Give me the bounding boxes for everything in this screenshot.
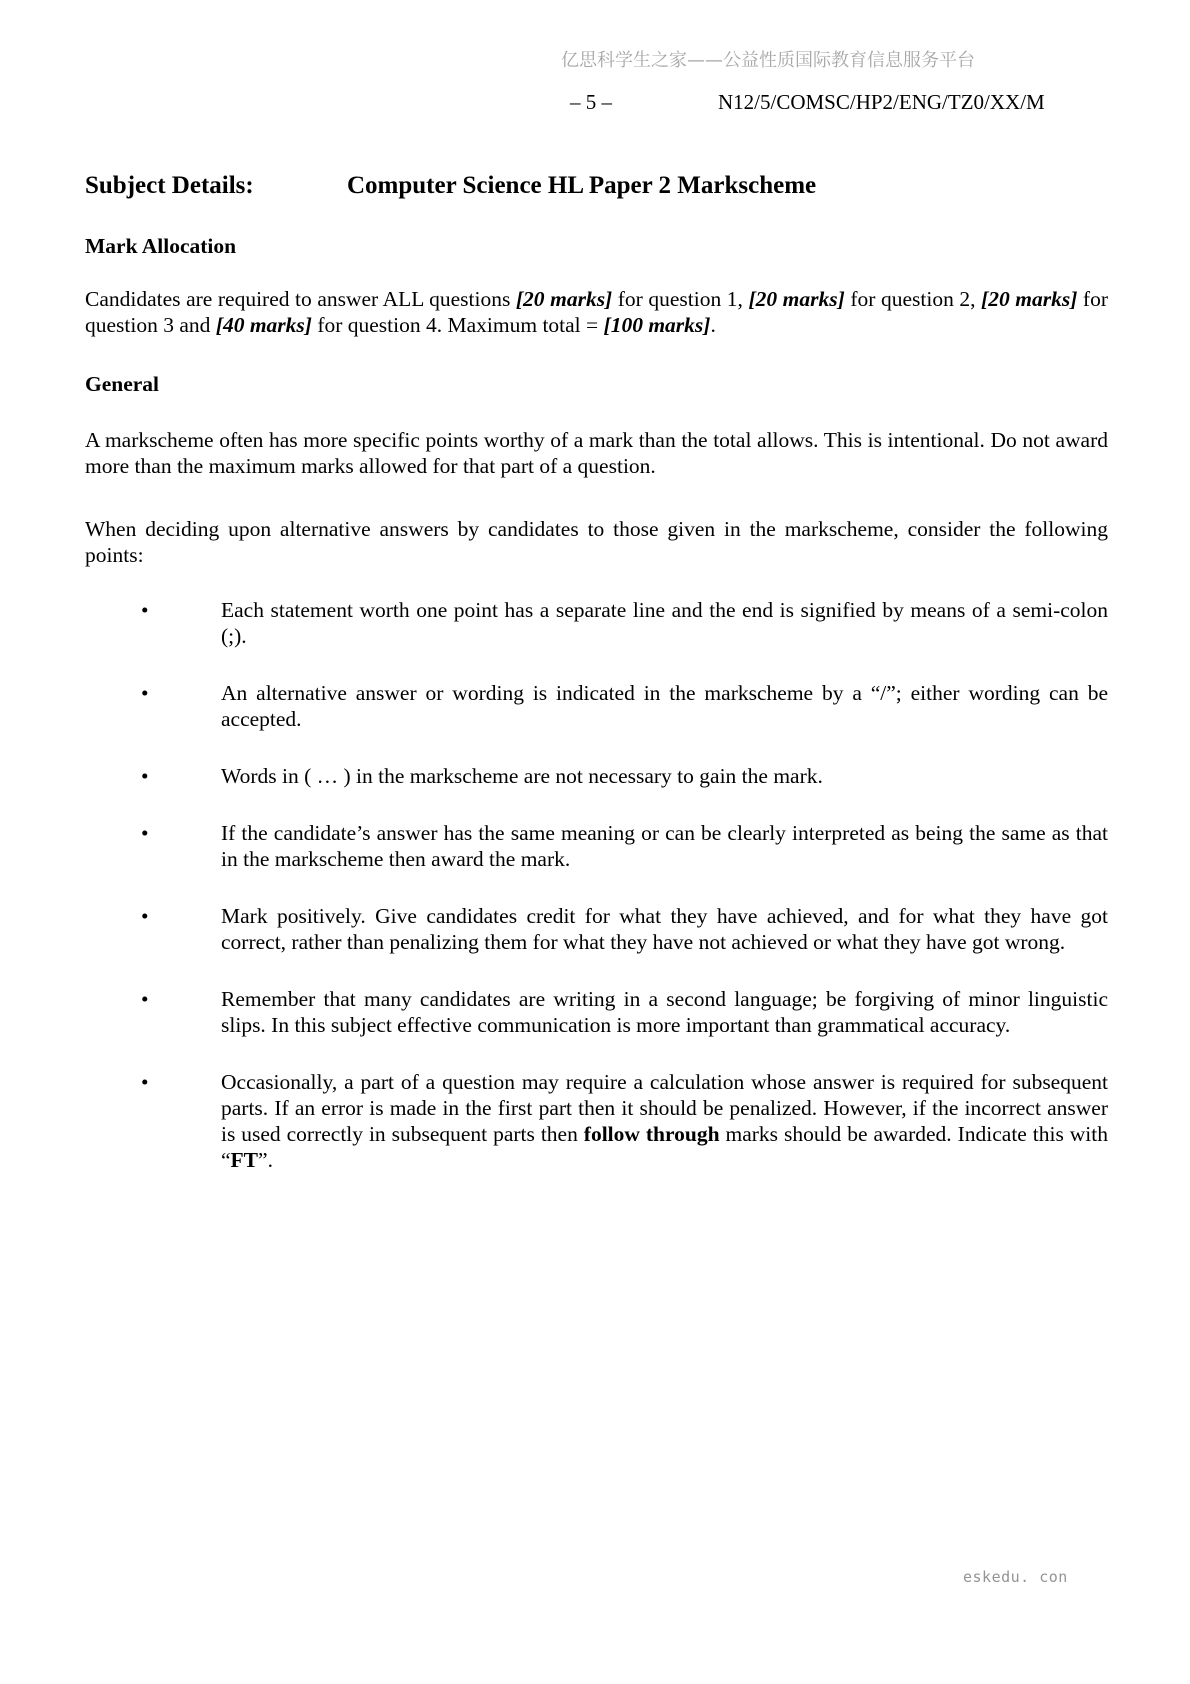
general-heading: General <box>85 372 160 396</box>
marks-badge-q1: [20 marks] <box>515 287 613 311</box>
list-item-text: If the candidate’s answer has the same meaning or can be clearly interpreted as being the same as that in the markscheme then award the mark. <box>221 821 1108 871</box>
ft-abbreviation: FT <box>230 1148 259 1172</box>
bullet-icon: • <box>141 681 149 705</box>
bullet-icon: • <box>141 821 149 845</box>
marks-badge-total: [100 marks] <box>603 313 711 337</box>
list-item-text: Each statement worth one point has a separate line and the end is signified by means of a semi-colon (;). <box>221 598 1108 648</box>
list-item-text: marks should be awarded. Indicate this with “ <box>221 1122 1108 1172</box>
list-item-text: Occasionally, a part of a question may require a calculation whose answer is required for subsequent parts. If an error is made in the first part then it should be penalized. However, if the incorrect answer is used correctly in subsequent parts then <box>221 1070 1108 1146</box>
list-item-second-language <box>85 986 1108 1038</box>
mark-allocation-heading: Mark Allocation <box>85 234 237 258</box>
marks-badge-q2: [20 marks] <box>748 287 845 311</box>
text-run: for question 4. Maximum total = <box>311 313 604 337</box>
list-item-text: ”. <box>258 1148 273 1172</box>
follow-through-emphasis: follow through <box>583 1122 720 1146</box>
guidance-bullet-list <box>85 597 1108 1173</box>
subject-details-label: Subject Details: <box>85 172 254 199</box>
bullet-icon: • <box>141 904 149 928</box>
marks-badge-q3: [20 marks] <box>981 287 1078 311</box>
list-item-text: Mark positively. Give candidates credit for what they have achieved, and for what they have got correct, rather than penalizing them for what they have not achieved or what they have got wrong. <box>221 904 1108 954</box>
list-item-follow-through <box>85 1069 1108 1173</box>
list-item-text: Words in ( … ) in the markscheme are not necessary to gain the mark. <box>221 764 823 788</box>
bullet-icon: • <box>141 1070 149 1094</box>
page-title: Computer Science HL Paper 2 Markscheme <box>347 172 817 199</box>
mark-allocation-paragraph <box>85 286 1108 338</box>
text-run: for question 2, <box>844 287 982 311</box>
header-watermark: 亿思科学生之家——公益性质国际教育信息服务平台 <box>561 50 975 71</box>
text-run: Candidates are required to answer ALL questions <box>85 287 516 311</box>
bullet-icon: • <box>141 764 149 788</box>
general-paragraph-2: When deciding upon alternative answers by candidates to those given in the markscheme, consider the following points: <box>85 517 1108 567</box>
exam-paper-code: N12/5/COMSC/HP2/ENG/TZ0/XX/M <box>718 90 1045 114</box>
page-number: – 5 – <box>570 90 612 114</box>
list-item-text: An alternative answer or wording is indicated in the markscheme by a “/”; either wording can be accepted. <box>221 681 1108 731</box>
bullet-icon: • <box>141 987 149 1011</box>
list-item-mark-positively <box>85 903 1108 955</box>
list-item-parentheses-rule <box>85 763 1108 789</box>
page-header <box>85 88 1108 116</box>
list-item-alternative-wording <box>85 680 1108 732</box>
footer-watermark: eskedu. con <box>963 1568 1068 1586</box>
list-item-semicolon-rule <box>85 597 1108 649</box>
list-item-text: Remember that many candidates are writing in a second language; be forgiving of minor linguistic slips. In this subject effective communication is more important than grammatical accuracy. <box>221 987 1108 1037</box>
text-run: for question 3 and <box>85 287 1108 337</box>
list-item-same-meaning <box>85 820 1108 872</box>
text-run: for question 1, <box>612 287 749 311</box>
subject-details-row <box>85 170 1108 202</box>
marks-badge-q4: [40 marks] <box>215 313 312 337</box>
page-content <box>85 0 1108 1204</box>
text-run: . <box>710 313 716 337</box>
bullet-icon: • <box>141 598 149 622</box>
general-paragraph-1: A markscheme often has more specific points worthy of a mark than the total allows. This is intentional. Do not award more than the maximum marks allowed for that part of a question. <box>85 428 1108 478</box>
